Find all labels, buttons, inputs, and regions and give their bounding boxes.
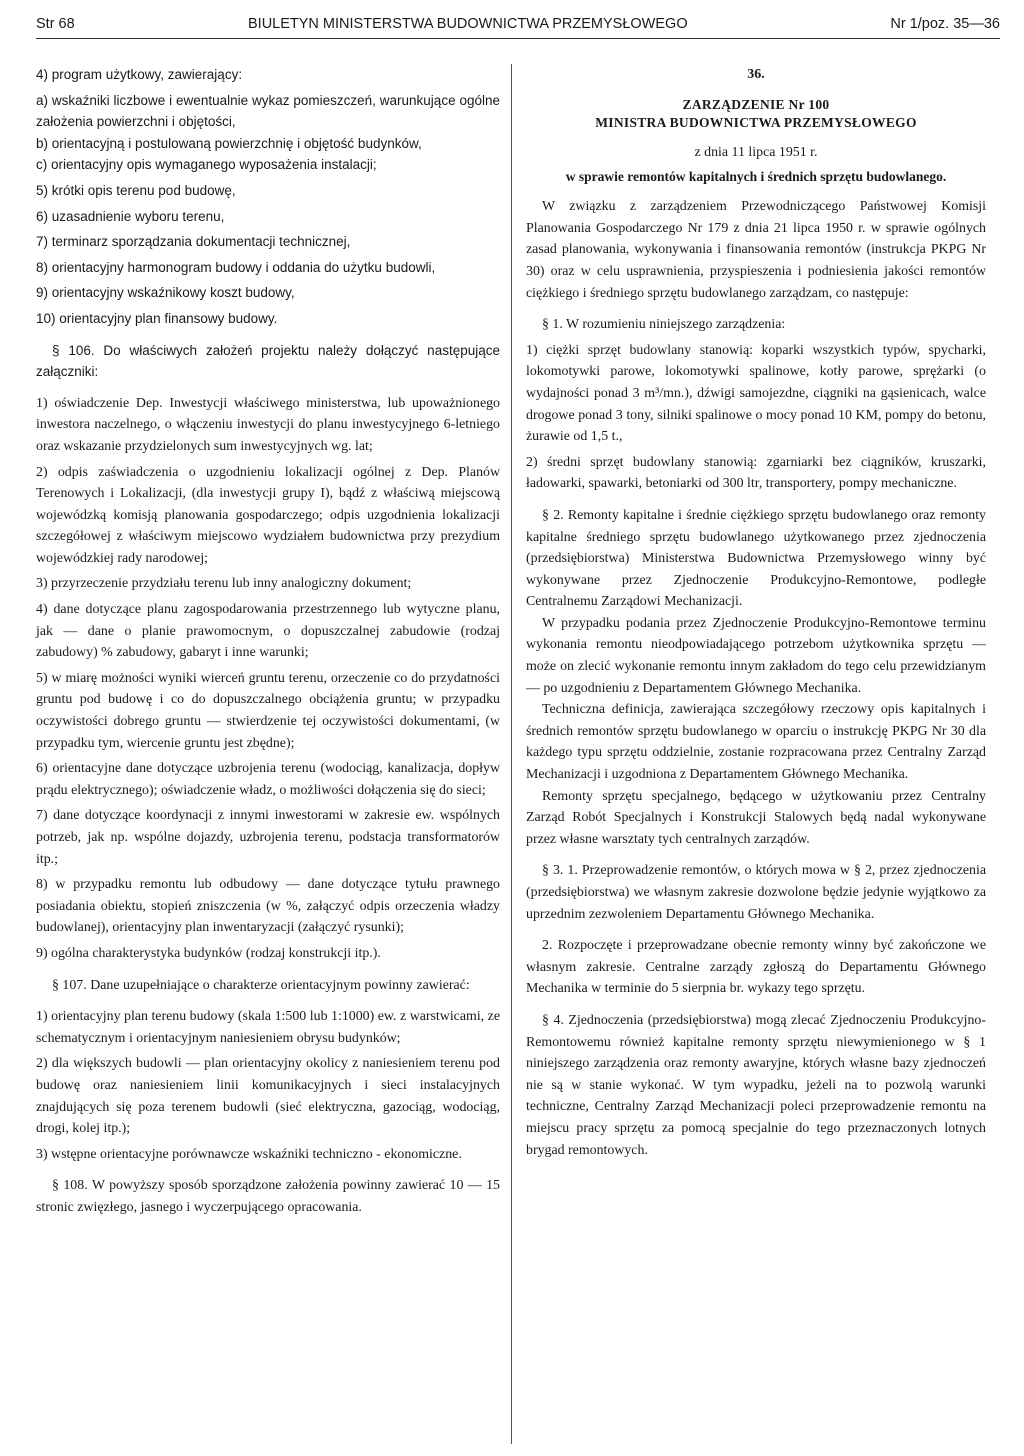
order-date: z dnia 11 lipca 1951 r. — [694, 144, 818, 160]
list-item: 2) odpis zaświadczenia o uzgodnieniu lokalizacji ogólnej z Dep. Planów Terenowych i Lokalizacji, (dla inwestycji grupy I), bądź z właściwą miejscową wojewódzką komisją planowania gospodarczego; odpis uzgodnienia lokalizacji szczegółowej z właściwym miejscowo wydziałem budownictwa przy prezydium wojewódzkiej rady narodowej; — [36, 464, 500, 566]
left-column — [36, 64, 500, 1219]
paragraph: W związku z zarządzeniem Przewodniczącego Państwowej Komisji Planowania Gospodarczego Nr 179 z dnia 21 lipca 1950 r. w sprawie ogólnych zasad planowania, wykonywania i finansowania remontów (instrukcja PKPG Nr 30) oraz w celu usprawnienia, przyspieszenia i podniesienia jakości remontów ciężkiego i średniego sprzętu budowlanego zarządzam, co następuje: — [526, 199, 986, 301]
section-paragraph: § 4. Zjednoczenia (przedsiębiorstwa) mogą zlecać Zjednoczeniu Produkcyjno-Remontowemu również kapitalne remonty sprzętu niewymienionego w § 1 niniejszego zarządzenia oraz remonty awaryjne, których własne bazy zjednoczeń nie są w stanie wykonać. W tym wypadku, jeżeli na to pozwolą warunki techniczne, Centralny Zarząd Mechanizacji poleci przeprowadzenie remontu na miejscu pracy sprzętu za pomocą specjalnie do tego przeznaczonych lotnych brygad remontowych. — [526, 1012, 986, 1158]
paragraph: Remonty sprzętu specjalnego, będącego w użytkowaniu przez Centralny Zarząd Robót Specjalnych i Konstrukcji Stalowych będą nadal wykonywane przez własne warsztaty tych centralnych zarządów. — [526, 788, 986, 847]
list-item: 10) orientacyjny plan finansowy budowy. — [36, 310, 278, 326]
list-item: a) wskaźniki liczbowe i ewentualnie wykaz pomieszczeń, warunkujące ogólne założenia powierzchni i objętości, — [36, 92, 500, 130]
list-item: 1) ciężki sprzęt budowlany stanowią: koparki wszystkich typów, spycharki, lokomotywki parowe, lokomotywki spalinowe, kotły parowe, sprężarki (o wydajności ponad 3 m³/mn.), dźwigi samojezdne, ciągniki na gąsienicach, walce drogowe ponad 3 tony, silniki spalinowe o mocy ponad 10 KM, pompy do betonu, żurawie od 1,5 t., — [526, 342, 986, 445]
issue-reference: Nr 1/poz. 35—36 — [890, 16, 1000, 32]
section-paragraph: § 2. Remonty kapitalne i średnie ciężkiego sprzętu budowlanego oraz remonty kapitalne średniego sprzętu budowlanego użytkowanego przez zjednoczenia (przedsiębiorstwa) Ministerstwa Budownictwa Przemysłowego winny być wykonywane przez Zjednoczenie Produkcyjno-Remontowe, podległe Centralnemu Zarządowi Mechanizacji. — [526, 507, 986, 610]
publication-title: BIULETYN MINISTERSTWA BUDOWNICTWA PRZEMYSŁOWEGO — [248, 16, 688, 32]
paragraph: 4) program użytkowy, zawierający: — [36, 67, 243, 82]
list-item: 5) krótki opis terenu pod budowę, — [36, 182, 236, 198]
list-item: 7) terminarz sporządzania dokumentacji technicznej, — [36, 234, 351, 250]
right-column — [526, 64, 986, 1161]
section-paragraph: § 106. Do właściwych założeń projektu należy dołączyć następujące załączniki: — [36, 342, 500, 380]
list-item: 1) oświadczenie Dep. Inwestycji właściwego ministerstwa, lub upoważnionego inwestora naczelnego, o włączeniu inwestycji do planu inwestycyjnego 6-letniego oraz wskazanie przydzielonych sum inwestycyjnych wg. lat; — [36, 395, 500, 454]
list-item: 2) średni sprzęt budowlany stanowią: zgarniarki bez ciągników, kruszarki, ładowarki, spawarki, betoniarki od 300 ltr, transportery, pompy mechaniczne. — [526, 454, 986, 492]
section-paragraph: § 108. W powyższy sposób sporządzone założenia powinny zawierać 10 — 15 stronic zwięzłego, jasnego i wyczerpującego opracowania. — [36, 1178, 500, 1215]
list-item: c) orientacyjny opis wymaganego wyposażenia instalacji; — [36, 157, 377, 173]
document-number: 36. — [747, 67, 765, 82]
paragraph: W przypadku podania przez Zjednoczenie Produkcyjno-Remontowe terminu wykonania remontu nieodpowiadającego potrzebom użytkownika sprzętu — może on zlecić wykonanie remontu innym zakładom do tego celu przewidzianym — po uzgodnieniu z Departamentem Głównego Mechanika. — [526, 615, 986, 696]
ministry-title: MINISTRA BUDOWNICTWA PRZEMYSŁOWEGO — [595, 114, 917, 130]
list-item: 1) orientacyjny plan terenu budowy (skala 1:500 lub 1:1000) ew. z warstwicami, ze schematycznym i orientacyjnym naniesieniem obrysu budynków; — [36, 1009, 500, 1046]
list-item: 7) dane dotyczące koordynacji z innymi inwestorami w zakresie ew. wspólnych potrzeb, jak np. wspólne dojazdy, uzbrojenia terenu, podstacja transformatorów itp.; — [36, 808, 500, 867]
page-header — [36, 14, 1000, 39]
page-number: Str 68 — [36, 16, 75, 32]
list-item: 6) orientacyjne dane dotyczące uzbrojenia terenu (wodociąg, kanalizacja, dopływ prądu elektrycznego); oświadczenie władz, o możliwości dołączenia się do sieci; — [36, 761, 500, 798]
list-item: 8) w przypadku remontu lub odbudowy — dane dotyczące tytułu prawnego posiadania obiektu, stopień zniszczenia (w %, załączyć odpis orzeczenia władzy budowlanej), orientacyjny plan inwentaryzacji (załączyć rysunki); — [36, 877, 500, 936]
order-title: ZARZĄDZENIE Nr 100 — [682, 96, 830, 112]
section-paragraph: § 107. Dane uzupełniające o charakterze orientacyjnym powinny zawierać: — [52, 977, 470, 993]
list-item: 9) ogólna charakterystyka budynków (rodzaj konstrukcji itp.). — [36, 945, 381, 961]
paragraph: 2. Rozpoczęte i przeprowadzane obecnie remonty winny być zakończone we własnym zakresie. Centralne zarządy zgłoszą do Departamentu Głównego Mechanika w terminie do 5 sierpnia br. wykazy tego sprzętu. — [526, 938, 986, 997]
list-item: 3) wstępne orientacyjne porównawcze wskaźniki techniczno - ekonomiczne. — [36, 1146, 462, 1162]
list-item: 5) w miarę możności wyniki wierceń gruntu terenu, orzeczenie co do przydatności gruntu pod budowę i co do dopuszczalnego obciążenia gruntu; w przypadku oczywistości dobrego gruntu — stwierdzenie tej oczywistości dokumentami, (w przypadku tym, wiercenie gruntu jest zbędne); — [36, 670, 500, 751]
paragraph: Techniczna definicja, zawierająca szczegółowy rzeczowy opis kapitalnych i średnich remontów sprzętu budowlanego w oparciu o instrukcję PKPG Nr 30 dla każdego typu sprzętu oddzielnie, zostanie rozpracowana przez Centralny Zarząd Mechanizacji i uzgodniona z Departamentem Głównego Mechanika. — [526, 702, 986, 783]
list-item: 6) uzasadnienie wyboru terenu, — [36, 208, 225, 224]
list-item: 4) dane dotyczące planu zagospodarowania przestrzennego lub wytyczne planu, jak — dane o planie prawomocnym, o dopuszczalnej zabudowie (rodzaj zabudowy) % zabudowy, gabaryt i inne warunki; — [36, 602, 500, 661]
column-divider — [511, 64, 512, 1444]
list-item: 2) dla większych budowli — plan orientacyjny okolicy z naniesieniem terenu pod budowę oraz naniesieniem linii komunikacyjnych i sieci instalacyjnych znajdujących się poza terenem budowli (sieć elektryczna, gazociąg, wodociąg, drogi, kolej itp.); — [36, 1056, 500, 1137]
list-item: 8) orientacyjny harmonogram budowy i oddania do użytku budowli, — [36, 259, 436, 275]
list-item: 9) orientacyjny wskaźnikowy koszt budowy, — [36, 285, 295, 301]
order-topic: w sprawie remontów kapitalnych i średnich sprzętu budowlanego. — [565, 169, 947, 185]
section-paragraph: § 3. 1. Przeprowadzenie remontów, o których mowa w § 2, przez zjednoczenia (przedsiębiorstwa) we własnym zakresie dozwolone będzie jedynie wyjątkowo za uprzednim zezwoleniem Departamentu Głównego Mechanika. — [526, 863, 986, 922]
list-item: 3) przyrzeczenie przydziału terenu lub inny analogiczny dokument; — [36, 576, 412, 592]
section-paragraph: § 1. W rozumieniu niniejszego zarządzenia: — [542, 317, 786, 333]
list-item: b) orientacyjną i postulowaną powierzchnię i objętość budynków, — [36, 135, 422, 151]
